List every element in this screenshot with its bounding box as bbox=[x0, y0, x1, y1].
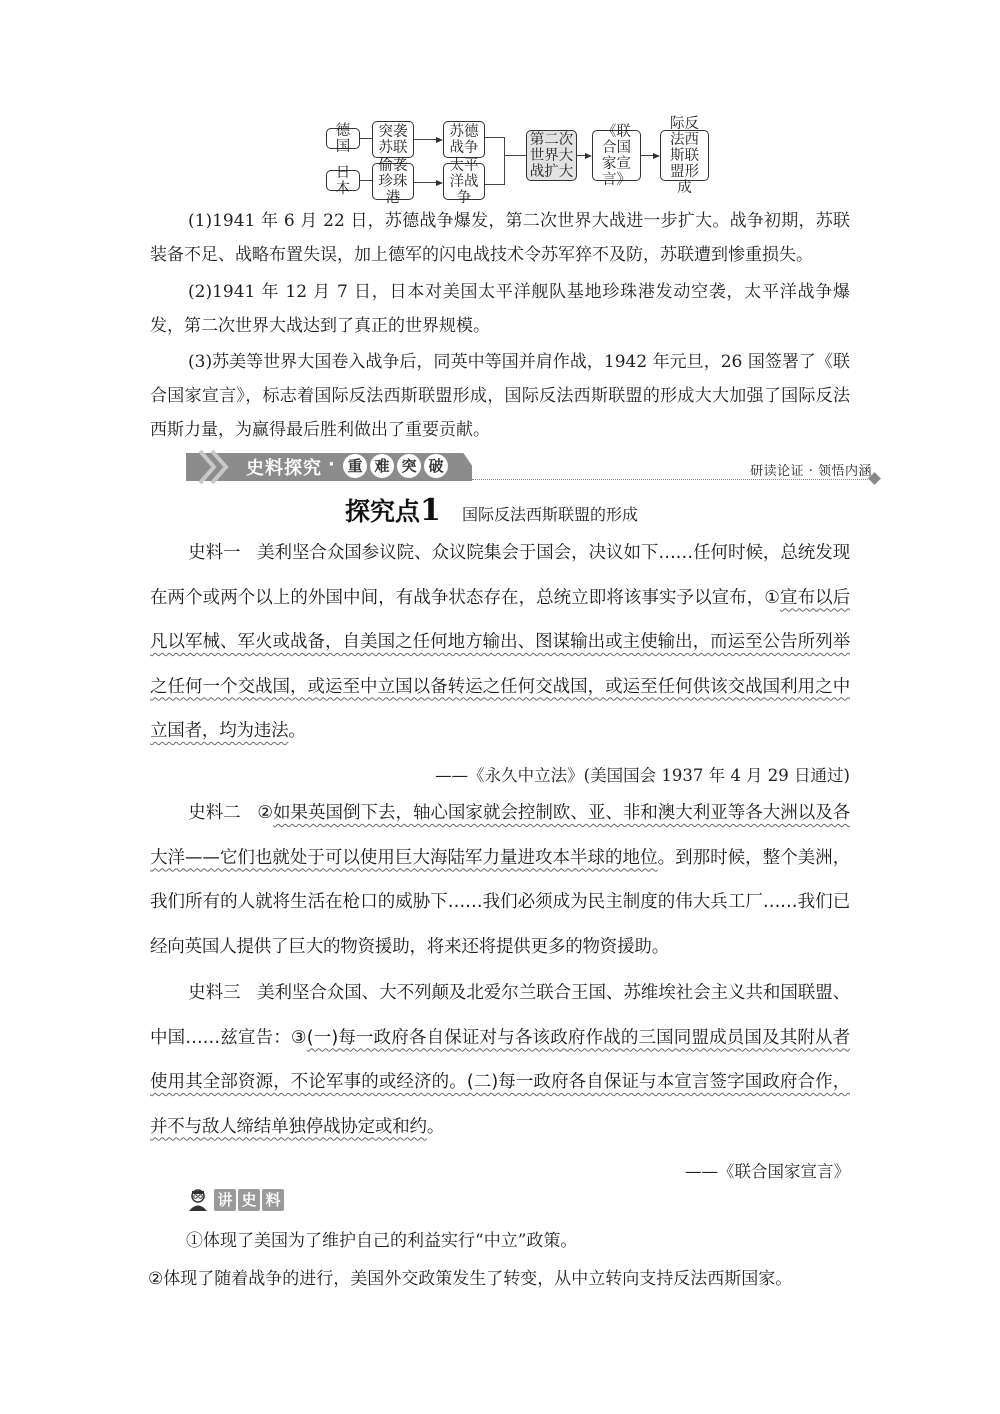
paragraph-3-text: (3)苏美等世界大国卷入战争后，同英中等国并肩作战，1942 年元旦，26 国签署了《联合国家宣言》，标志着国际反法西斯联盟形成，国际反法西斯联盟的形成大大加强了国际反法西斯力量，为赢得最后胜利做出了重要贡献。 bbox=[150, 352, 850, 440]
source-underlined-text: 宣布以后凡以军械、军火或战备，自美国之任何地方输出、图谋输出或主使输出，而运至公告所列举之任何一个交战国，或运至中立国以备转运之任何交战国，或运至任何供该交战国利用之中立国者，均为违法 bbox=[150, 587, 851, 741]
source-marker: ③ bbox=[290, 1027, 307, 1048]
connector-line bbox=[414, 139, 436, 140]
section-heading bbox=[345, 492, 441, 528]
banner-subtitle: 研读论证 · 领悟内涵 bbox=[750, 464, 872, 479]
connector-line bbox=[414, 182, 436, 183]
source-label: 史料二 bbox=[188, 803, 241, 823]
source-text: 美利坚合众国、大不列颠及北爱尔兰联合王国、苏维埃社会主义共和国联盟、中国……兹宣告： bbox=[150, 983, 850, 1048]
source-underlined-text: (一)每一政府各自保证对与各该政府作战的三国同盟成员国及其附从者使用其全部资源，不论军事的或经济的。(二)每一政府各自保证与本宣言签字国政府合作，并不与敌人缔结单独停战协定或和约 bbox=[150, 1027, 850, 1137]
arrow-icon bbox=[436, 180, 443, 186]
dotted-divider bbox=[472, 479, 872, 480]
connector-line bbox=[485, 137, 505, 138]
explain-item-2: ②体现了随着战争的进行，美国外交政策发生了转变，从中立转向支持反法西斯国家。 bbox=[148, 1269, 793, 1289]
source-label: 史料一 bbox=[188, 543, 241, 563]
source-marker: ① bbox=[764, 587, 781, 608]
circled-char-nan: 难 bbox=[370, 454, 394, 478]
banner-title: 史料探究 bbox=[246, 458, 322, 479]
source-marker: ② bbox=[257, 803, 274, 823]
source-tail: 。 bbox=[426, 1116, 445, 1137]
connector-line bbox=[504, 155, 526, 156]
box-alliance: 际反法西斯联盟形成 bbox=[660, 130, 709, 181]
paragraph-1 bbox=[150, 204, 850, 272]
connector-line bbox=[504, 137, 505, 185]
source-3-citation: ——《联合国家宣言》 bbox=[685, 1162, 850, 1181]
box-japan: 日本 bbox=[326, 170, 360, 191]
arrow-icon bbox=[436, 137, 443, 143]
connector-line bbox=[360, 138, 372, 139]
paragraph-2 bbox=[150, 275, 850, 343]
circled-char-zhong: 重 bbox=[343, 454, 367, 478]
banner-dot: · bbox=[328, 454, 335, 475]
tag-liao: 料 bbox=[262, 1189, 284, 1211]
paragraph-1-text: (1)1941 年 6 月 22 日，苏德战争爆发，第二次世界大战进一步扩大。战争初期，苏联装备不足、战略布置失误，加上德军的闪电战技术令苏军猝不及防，苏联遭到惨重损失。 bbox=[150, 211, 850, 265]
box-pacific-war: 太平洋战争 bbox=[443, 163, 485, 200]
connector-line bbox=[577, 155, 585, 156]
source-tail: 。 bbox=[288, 721, 306, 741]
source-label: 史料三 bbox=[188, 983, 241, 1003]
arrow-icon bbox=[585, 153, 592, 159]
heading-subtitle: 国际反法西斯联盟的形成 bbox=[462, 505, 639, 524]
explain-item-1: ①体现了美国为了维护自己的利益实行“中立”政策。 bbox=[186, 1231, 578, 1251]
tag-shi: 史 bbox=[238, 1189, 260, 1211]
source-1 bbox=[150, 531, 850, 754]
double-chevron-icon bbox=[196, 449, 240, 485]
source-tail: 。到那时候，整个美洲，我们所有的人就将生活在枪口的威胁下……我们必须成为民主制度的伟大兵工厂……我们已经向英国人提供了巨大的物资援助，将来还将提供更多的物资援助。 bbox=[150, 847, 850, 957]
source-3 bbox=[150, 971, 850, 1149]
source-1-citation: ——《永久中立法》(美国国会 1937 年 4 月 29 日通过) bbox=[435, 766, 850, 785]
connector-line bbox=[641, 155, 653, 156]
teacher-icon bbox=[186, 1188, 210, 1212]
box-declaration: 《联合国家宣言》 bbox=[592, 130, 641, 181]
connector-line bbox=[360, 180, 372, 181]
source-text: 美利坚合众国参议院、众议院集会于国会，决议如下……任何时候，总统发现在两个或两个以上的外国中间，有战争状态存在，总统立即将该事实予以宣布， bbox=[150, 543, 851, 608]
heading-label: 探究点 bbox=[345, 497, 421, 526]
paragraph-3 bbox=[150, 345, 850, 447]
tag-jiang: 讲 bbox=[214, 1189, 236, 1211]
connector-line bbox=[485, 184, 505, 185]
box-pearl-harbor: 偷袭珍珠港 bbox=[372, 163, 414, 200]
circled-char-po: 破 bbox=[424, 454, 448, 478]
source-2 bbox=[150, 791, 850, 969]
heading-number: 1 bbox=[420, 493, 441, 528]
box-attack-ussr: 突袭苏联 bbox=[372, 121, 414, 158]
box-ww2-expand: 第二次世界大战扩大 bbox=[526, 130, 577, 181]
source-underlined-text: 如果英国倒下去，轴心国家就会控制欧、亚、非和澳大利亚等各大洲以及各大洋——它们也就处于可以使用巨大海陆军力量进攻本半球的地位 bbox=[150, 803, 851, 868]
paragraph-2-text: (2)1941 年 12 月 7 日，日本对美国太平洋舰队基地珍珠港发动空袭，太平洋战争爆发，第二次世界大战达到了真正的世界规模。 bbox=[150, 282, 850, 336]
circled-char-tu: 突 bbox=[397, 454, 421, 478]
box-germany: 德国 bbox=[326, 128, 360, 149]
box-soviet-german-war: 苏德战争 bbox=[443, 121, 485, 158]
arrow-icon bbox=[653, 153, 660, 159]
